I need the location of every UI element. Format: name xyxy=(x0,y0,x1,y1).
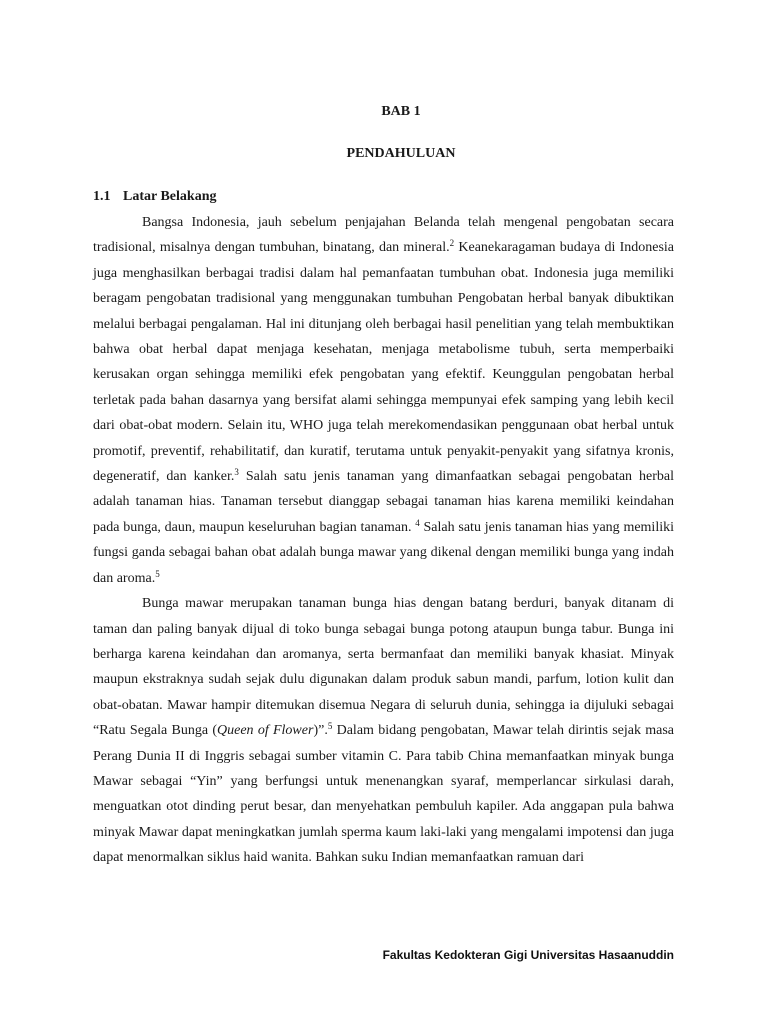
paragraph-2 xyxy=(93,591,674,870)
body-text xyxy=(93,210,674,871)
section-number: 1.1 xyxy=(93,189,111,204)
footnote-ref: 3 xyxy=(234,467,239,478)
paragraph-2-text-3: Dalam bidang pengobatan, Mawar telah dirintis sejak masa Perang Dunia II di Inggris sebagai sumber vitamin C. Para tabib China memanfaatkan minyak bunga Mawar sebagai “Yin” yang berfungsi untuk menenangkan syaraf, memperlancar sirkulasi darah, menguatkan otot dinding perut besar, dan menyehatkan pembuluh kapiler. Ada anggapan pula bahwa minyak Mawar dapat meningkatkan jumlah sperma kaum laki-laki yang mengalami impotensi dan juga dapat menormalkan siklus haid wanita. Bahkan suku Indian memanfaatkan ramuan dari xyxy=(93,723,675,866)
footnote-ref: 2 xyxy=(449,238,455,249)
section-heading xyxy=(93,189,216,205)
footnote-ref: 4 xyxy=(415,517,420,528)
paragraph-2-text-2: )”. xyxy=(313,723,328,739)
section-title: Latar Belakang xyxy=(123,189,217,204)
chapter-title: PENDAHULUAN xyxy=(346,146,456,161)
paragraph-1-text-2: Keanekaragaman budaya di Indonesia juga menghasilkan berbagai tradisi dalam hal pemanfaatan tumbuhan obat. Indonesia juga memiliki beragam pengobatan tradisional yang menggunakan tumbuhan Pengobatan herbal banyak dibuktikan melalui berbagai pengalaman. Hal ini ditunjang oleh berbagai hasil penelitian yang telah membuktikan bahwa obat herbal dapat menjaga kesehatan, menjaga metabolisme tubuh, serta memperbaiki kerusakan organ sehingga memiliki efek pengobatan yang efektif. Keunggulan pengobatan herbal terletak pada bahan dasarnya yang bersifat alami sehingga mempunyai efek samping yang lebih kecil dari obat-obat modern. Selain itu, WHO juga telah merekomendasikan penggunaan obat herbal untuk promotif, preventif, rehabilitatif, dan kuratif, terutama untuk penyakit-penyakit yang sifatnya kronis, degeneratif, dan kanker. xyxy=(93,240,674,485)
paragraph-1 xyxy=(93,210,674,591)
paragraph-1-text-4: Salah satu jenis tanaman hias yang memiliki fungsi ganda sebagai bahan obat adalah bunga mawar yang dikenal dengan memiliki bunga yang indah dan aroma. xyxy=(93,519,674,586)
footnote-ref: 5 xyxy=(155,568,160,579)
chapter-label: BAB 1 xyxy=(381,104,421,119)
paragraph-1-text-1: Bangsa Indonesia, jauh sebelum penjajahan Belanda telah mengenal pengobatan secara tradisional, misalnya dengan tumbuhan, binatang, dan mineral. xyxy=(93,215,674,256)
paragraph-2-italic: Queen of Flower xyxy=(217,723,314,739)
paragraph-2-text-1: Bunga mawar merupakan tanaman bunga hias dengan batang berduri, banyak ditanam di taman dan paling banyak dijual di toko bunga sebagai bunga potong ataupun bunga tabur. Bunga ini berharga karena keindahan dan aromanya, serta bermanfaat dan memiliki banyak khasiat. Minyak maupun ekstraknya sudah sejak dulu digunakan dalam produk sabun mandi, parfum, lotion kulit dan obat-obatan. Mawar hampir ditemukan disemua Negara di seluruh dunia, sehingga ia dijuluki sebagai “Ratu Segala Bunga ( xyxy=(93,596,674,739)
paragraph-1-text-3: Salah satu jenis tanaman yang dimanfaatkan sebagai pengobatan herbal adalah tanaman hias. Tanaman tersebut dianggap sebagai tanaman hias karena memiliki keindahan pada bunga, daun, maupun keseluruhan bagian tanaman. xyxy=(93,469,674,535)
page-footer: Fakultas Kedokteran Gigi Universitas Hasaanuddin xyxy=(382,948,674,962)
footnote-ref: 5 xyxy=(327,721,333,732)
